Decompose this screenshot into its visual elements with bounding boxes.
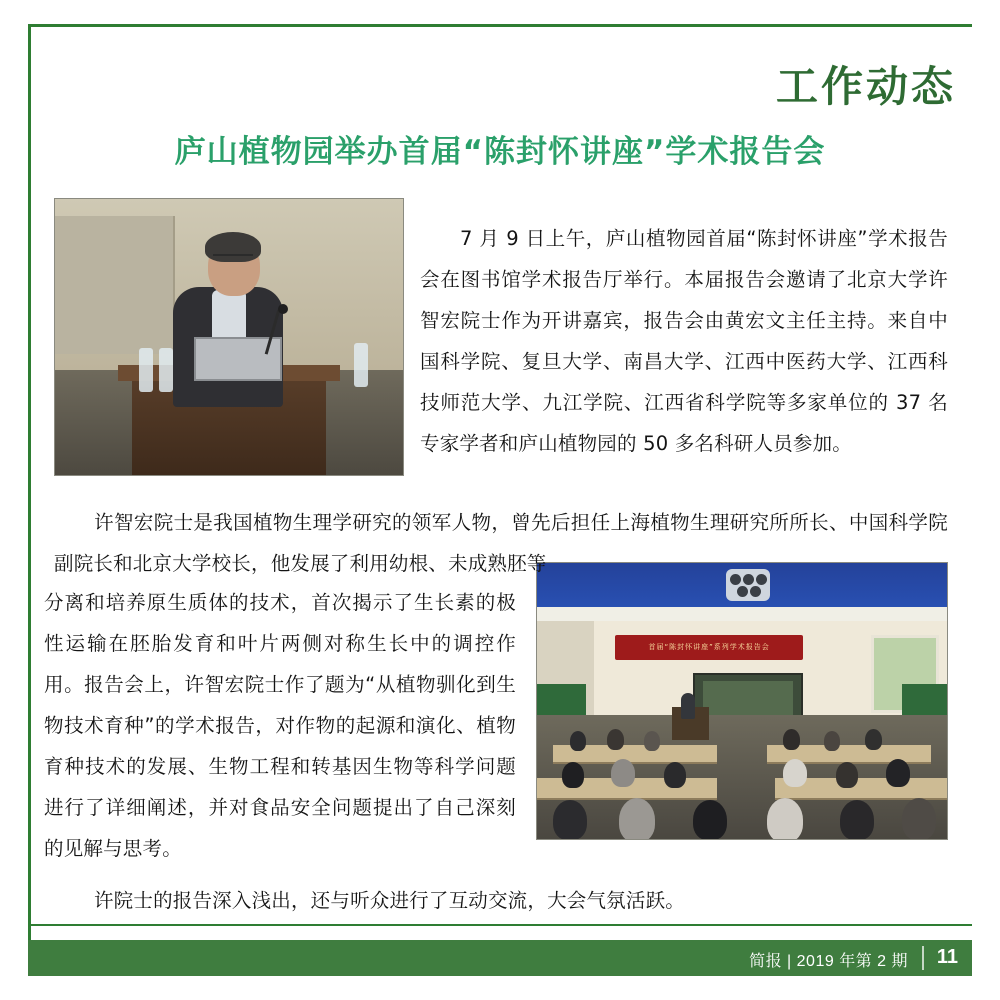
photo2-audience-person [836, 762, 858, 788]
photo2-audience-person [824, 731, 840, 751]
photo2-red-banner [615, 635, 804, 660]
article-paragraph-2 [54, 502, 948, 584]
footer-publication: 简报 [749, 953, 783, 970]
footer-publication-info [749, 948, 908, 971]
photo2-banner-text: 首届“陈封怀讲座”系列学术报告会 [648, 642, 770, 651]
photo2-audience-person [611, 759, 635, 787]
paragraph-4-text: 许院士的报告深入浅出，还与听众进行了互动交流，大会气氛活跃。 [93, 888, 685, 912]
photo2-audience-person [840, 800, 874, 840]
footer-page-number: 11 [936, 946, 958, 968]
photo2-audience-person [693, 800, 727, 840]
section-heading: 工作动态 [775, 62, 956, 111]
photo2-audience-person [607, 729, 624, 750]
footer-separator: | [787, 953, 792, 970]
footer-issue: 2019 年第 2 期 [796, 953, 908, 970]
photo1-wall-panel [55, 216, 175, 354]
photo2-audience-person [664, 762, 686, 788]
photo2-audience-person [562, 762, 584, 788]
photo1-speaker-glasses [213, 254, 253, 266]
article-paragraph-4 [54, 880, 948, 921]
footer-divider [922, 946, 924, 970]
photo2-lamp-dot [737, 586, 748, 597]
photo-lecture-hall [536, 562, 948, 840]
paragraph-2-text: 许智宏院士是我国植物生理学研究的领军人物，曾先后担任上海植物生理研究所所长、中国科学院副院长和北京大学校长，他发展了利用幼根、未成熟胚等 [54, 510, 948, 575]
photo2-audience-person [644, 731, 660, 751]
photo2-speaker [681, 693, 695, 719]
photo2-audience-person [783, 759, 807, 787]
photo2-screen-content [703, 681, 793, 716]
photo2-ceiling-strip [537, 607, 947, 621]
photo2-audience-person [783, 729, 800, 750]
paragraph-1-text: 7 月 9 日上午，庐山植物园首届“陈封怀讲座”学术报告会在图书馆学术报告厅举行。本届报告会邀请了北京大学许智宏院士作为开讲嘉宾，报告会由黄宏文主任主持。来自中国科学院、复旦大学、南昌大学、江西中医药大学、江西科技师范大学、九江学院、江西省科学院等多家单位的 37 名专家学者和庐山植物园的 50 多名科研人员参加。 [420, 226, 948, 455]
photo2-audience-person [886, 759, 910, 787]
photo2-audience-person [902, 798, 936, 840]
photo2-audience-person [619, 798, 655, 840]
photo1-water-bottle [354, 343, 368, 387]
article-paragraph-3 [44, 582, 516, 869]
photo2-audience-person [865, 729, 882, 750]
paragraph-3-text: 分离和培养原生质体的技术，首次揭示了生长素的极性运输在胚胎发育和叶片两侧对称生长中的调控作用。报告会上，许智宏院士作了题为“从植物驯化到生物技术育种”的学术报告，对作物的起源和演化、植物育种技术的发展、生物工程和转基因生物等科学问题进行了详细阐述，并对食品安全问题提出了自己深刻的见解与思考。 [44, 590, 516, 860]
article-paragraph-1 [420, 218, 948, 464]
photo-speaker-at-podium [54, 198, 404, 476]
photo1-microphone-head [278, 304, 288, 314]
page-border-bottom [28, 924, 972, 926]
photo1-water-bottle [139, 348, 153, 392]
photo2-lamp-dot [750, 586, 761, 597]
page-border-top [28, 24, 972, 27]
photo2-audience-person [767, 798, 803, 840]
photo2-audience-person [553, 800, 587, 840]
photo1-water-bottle [159, 348, 173, 392]
article-title: 庐山植物园举办首届“陈封怀讲座”学术报告会 [174, 134, 826, 170]
photo2-audience-person [570, 731, 586, 751]
